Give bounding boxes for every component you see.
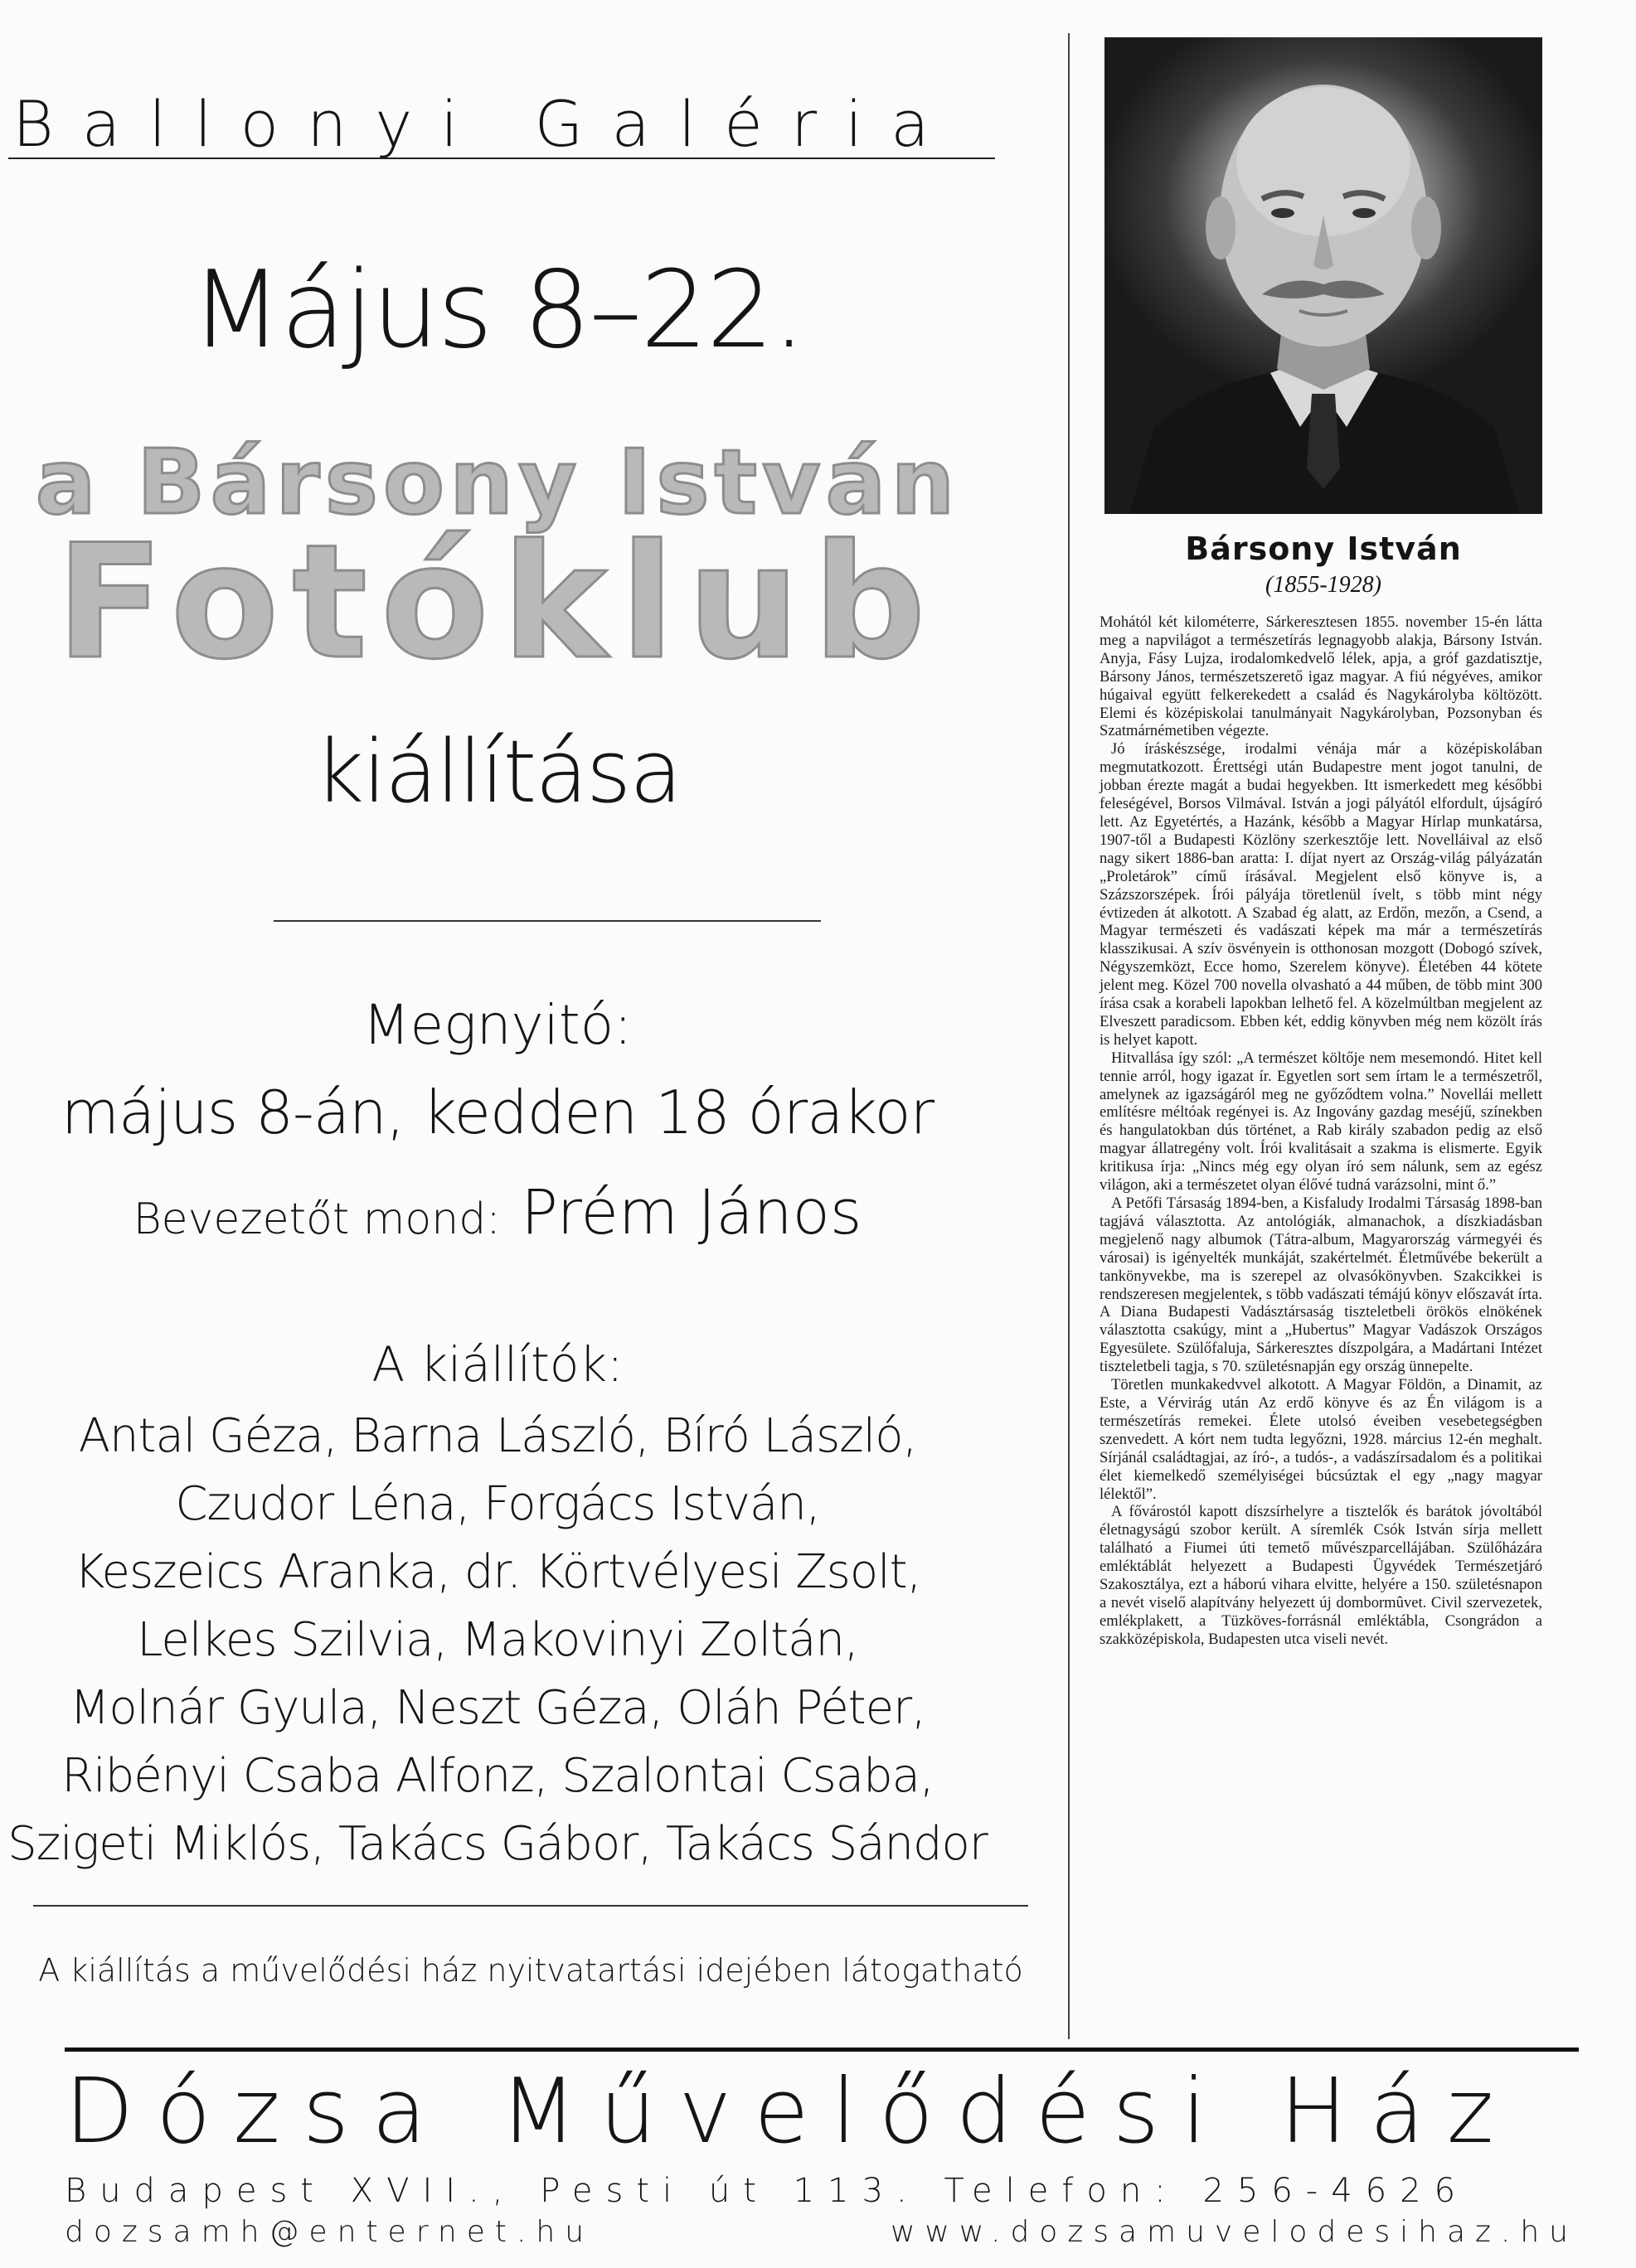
gallery-name: Ballonyi Galéria bbox=[12, 87, 958, 161]
portrait-photo bbox=[1104, 37, 1542, 514]
opening-label: Megnyitó: bbox=[362, 993, 633, 1057]
event-subtitle: kiállítása bbox=[314, 721, 681, 822]
footer-divider bbox=[65, 2048, 1579, 2052]
exhibitors-line: Lelkes Szilvia, Makovinyi Zoltán, bbox=[137, 1613, 858, 1667]
intro-label: Bevezetőt mond: bbox=[133, 1195, 501, 1244]
venue-website: www.dozsamuvelodesihaz.hu bbox=[890, 2215, 1578, 2249]
portrait-caption-name: Bársony István bbox=[1185, 531, 1462, 567]
venue-address: Budapest XVII., Pesti út 113. Telefon: 256-4626 bbox=[65, 2172, 1469, 2210]
exhibitors-title: A kiállítók: bbox=[371, 1336, 624, 1393]
biography bbox=[1100, 613, 1542, 1649]
exhibitors-line: Ribényi Csaba Alfonz, Szalontai Csaba, bbox=[61, 1749, 934, 1803]
bio-paragraph: Töretlen munkakedvvel alkotott. A Magyar Földön, a Dinamit, az Este, a Vérvirág után Az erdő könyve és az Én világom is a természetírás remekei. Élete utolsó éveiben vesebetegségben szenvedett. A kórt nem tudta legyőzni, 1928. március 12-én meghalt. Sírjánál családtagjai, az író-, a tudós-, a vadászírsadalom és a politikai élet kiemelkedő személyiségei búcsúztak el egy „nagy magyar lélektől”. bbox=[1100, 1376, 1542, 1503]
club-name-line2: Fotóklub bbox=[56, 511, 939, 694]
section-divider bbox=[274, 920, 821, 922]
bio-paragraph: Hitvallása így szól: „A természet költője nem mesemondó. Hitet kell tennie arról, hogy igazat ír. Egyetlen sort sem írtam le a természetről, amelynek az igazságáról meg ne győződtem volna.” Novellái mellett említésre méltóak regényei is. Az Ingovány gazdag meséjű, színekben és hangulatokban dús történet, a Rab király szabadon pedig az első magyar állatregény volt. Írói kvalitásait a szakma is elismerte. Egyik kritikusa írja: „Nincs még egy olyan író sem nálunk, sem az egész világon, aki a természetet olyan élővé tudná varázsolni, mint ő.” bbox=[1100, 1049, 1542, 1195]
visit-note: A kiállítás a művelődési ház nyitvatartási idejében látogatható bbox=[38, 1952, 1023, 1989]
portrait-caption-years: (1855-1928) bbox=[1265, 572, 1381, 598]
section-divider bbox=[33, 1905, 1028, 1907]
exhibitors-line: Molnár Gyula, Neszt Géza, Oláh Péter, bbox=[70, 1681, 925, 1735]
bio-paragraph: A fővárostól kapott díszsírhelyre a tisztelők és barátok jóvoltából életnagyságú szobor került. A síremlék Csók István sírja mellett található a Fiumei úti temető művészparcellájában. Szülőházára emléktáblát helyezett a Budapesti Ügyvédek Természetjáró Szakosztálya, ezt a háború vihara elvitte, helyére a 150. születésnapon a nevét viselő alapítvány helyezett új dombormûvet. Civil szervezetek, emlékplakett, a Tüzköves-forrásnál emléktábla, Csongrádon a szakközépiskola, Budapesten utca viseli nevét. bbox=[1100, 1503, 1542, 1648]
intro-line bbox=[0, 1177, 995, 1248]
event-dates: Május 8–22. bbox=[191, 249, 804, 372]
exhibitors-line: Szigeti Miklós, Takács Gábor, Takács Sándor bbox=[7, 1817, 988, 1871]
venue-email: dozsamh@enternet.hu bbox=[65, 2215, 595, 2249]
intro-speaker: Prém János bbox=[521, 1177, 862, 1248]
bio-paragraph: Mohától két kilométerre, Sárkeresztesen 1855. november 15-én látta meg a napvilágot a természetírás legnagyobb alakja, Bársony István. Anyja, Fásy Lujza, irodalomkedvelő lélek, apja, a gróf gazdatisztje, Bársony János, természetszerető igaz magyar. A fiú négyéves, amikor húgaival együtt felkerekedett a család és Nagykárolyba költözött. Elemi és középiskolai tanulmányait Nagykárolyban, Pozsonyban és Szatmárnémetiben végezte. bbox=[1100, 613, 1542, 740]
exhibitors-line: Czudor Léna, Forgács István, bbox=[175, 1477, 820, 1531]
bio-paragraph: Jó íráskészsége, irodalmi vénája már a középiskolában megmutatkozott. Érettségi után Budapestre ment jogot tanulni, de jobban érezte magát a budai hegyekben. Itt ismerkedett meg későbbi feleségével, Borsos Vilmával. István a jogi pályától elfordult, újságíró lett. Az Egyetértés, a Hazánk, később a Magyar Hírlap munkatársa, 1907-től a Budapesti Közlöny szerkesztője lett. Novelláival az első nagy sikert 1886-ban aratta: I. díjat nyert az Ország-világ pályázatán „Proletárok” című írásával. Megjelent első könyve is, a Százszorszépek. Írói pályája töretlenül ívelt, s több mint négy évtizeden át alkotott. A Szabad ég alatt, az Erdőn, mezőn, a Csend, a Magyar természeti és vadászati képek ma már a természetírás klasszikusai. A szív ösvényein is otthonosan mozgott (Dobogó szívek, Négyszemközt, Ecce homo, Szerelem könyve). Életében 44 kötete jelent meg. Közel 700 novella olvasható a 44 műben, de több mint 300 írása csak a korabeli lapokban lelhető fel. A közelmúltban megjelent az Elveszett paradicsom. Ebben két, eddig könyvben még nem közölt írás is helyet kapott. bbox=[1100, 740, 1542, 1049]
opening-date: május 8-án, kedden 18 órakor bbox=[61, 1078, 935, 1147]
bio-paragraph: A Petőfi Társaság 1894-ben, a Kisfaludy Irodalmi Társaság 1898-ban tagjává választotta. Az antológiák, almanachok, a díszkiadásban megjelenő nagy albumok (Tátra-album, Magyarország vármegyéi és városai) is igényelték munkáját, szakértelmét. Életművébe bekerült a tankönyvekbe, ma is szerepel az olvasókönyvben. Szakcikkei is rendszeresen megjelentek, s több vadászati témájú könyv előszavát írta. A Diana Budapesti Vadásztársaság tiszteletbeli örökös elnökének választotta csakúgy, mint a „Hubertus” Magyar Vadászok Országos Egyesülete. Szülőfaluja, Sárkeresztes díszpolgára, a Madártani Intézet tiszteletbeli tagja, s 70. születésnapján egy ország ünnepelte. bbox=[1100, 1195, 1542, 1376]
header-divider bbox=[8, 158, 995, 159]
club-name-line1: a Bársony István bbox=[35, 431, 960, 535]
exhibitors-line: Keszeics Aranka, dr. Körtvélyesi Zsolt, bbox=[74, 1545, 921, 1599]
exhibitors-line: Antal Géza, Barna László, Bíró László, bbox=[78, 1409, 917, 1463]
column-divider bbox=[1068, 33, 1070, 2039]
venue-name: Dózsa Művelődési Ház bbox=[65, 2060, 1517, 2164]
